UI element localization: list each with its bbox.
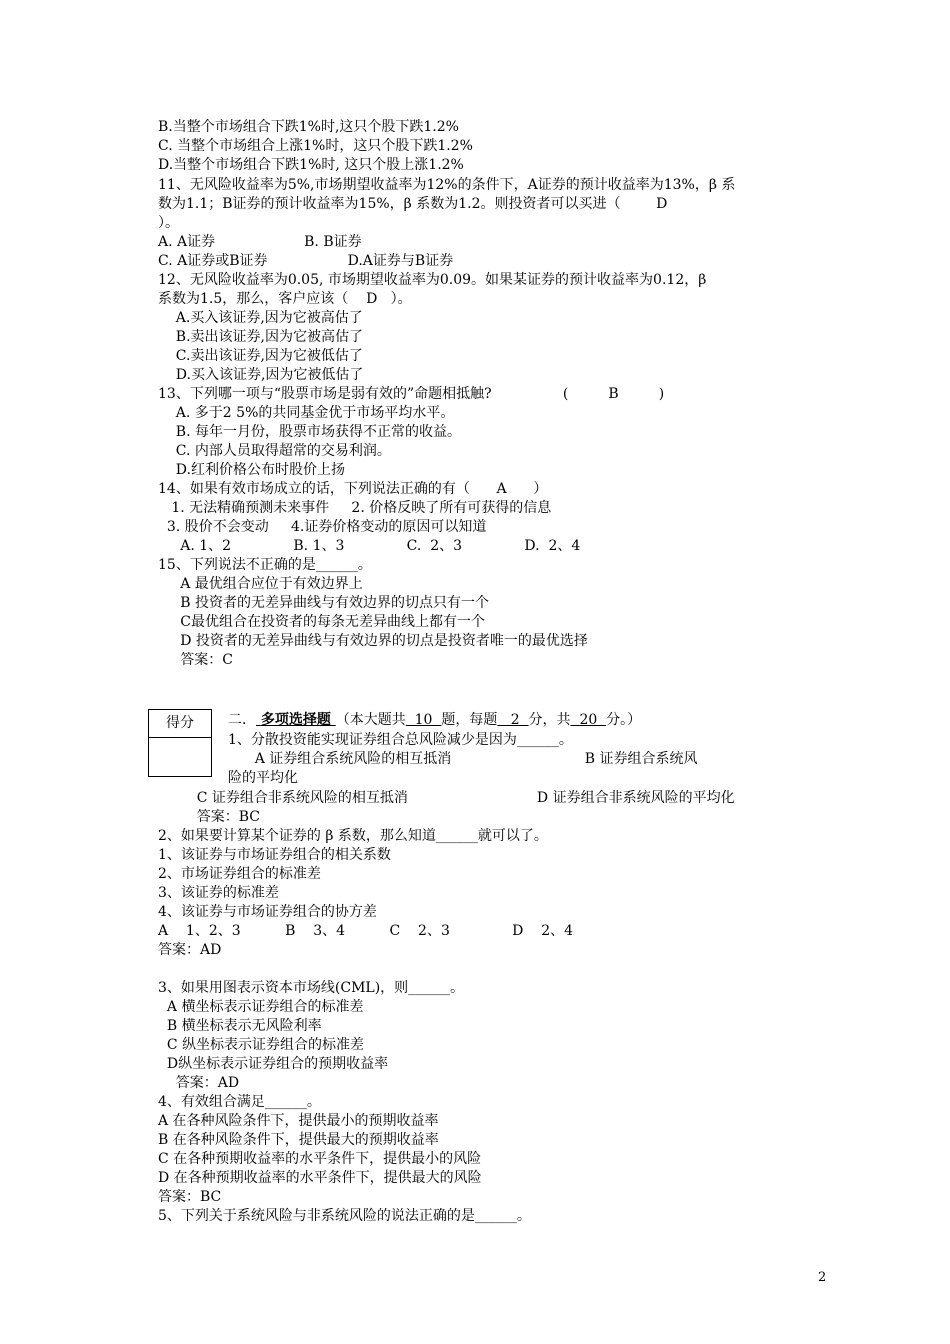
text-line: 15、下列说法不正确的是______。 <box>158 557 372 573</box>
text-line: B.卖出该证券,因为它被高估了 <box>158 329 363 345</box>
section-prefix: 二． <box>228 712 256 728</box>
text-line: C 证券组合非系统风险的相互抵消 D 证券组合非系统风险的平均化 <box>170 790 735 806</box>
text-line: 答案：BC <box>158 1189 222 1205</box>
text-line: 答案：AD <box>158 1075 240 1091</box>
text-line: 4、有效组合满足______。 <box>158 1094 321 1110</box>
text-line: 答案：BC <box>170 809 260 825</box>
text-line: A 最优组合应位于有效边界上 <box>158 576 363 592</box>
text-line: C. 当整个市场组合上涨1%时，这只个股下跌1.2% <box>158 138 473 154</box>
section-text: 题，每题 <box>441 712 498 728</box>
text-line: C. A证券或B证券 D.A证券与B证券 <box>158 253 454 269</box>
text-line: D.红利价格公布时股价上扬 <box>158 462 345 478</box>
text-line: C. 内部人员取得超常的交易利润。 <box>158 443 391 459</box>
text-line: D.当整个市场组合下跌1%时, 这只个股上涨1.2% <box>158 157 464 173</box>
text-line: 1、该证券与市场证券组合的相关系数 <box>158 847 391 863</box>
section-heading <box>228 711 641 730</box>
question-count: 10 <box>405 712 442 728</box>
text-line: 3、该证券的标准差 <box>158 885 279 901</box>
text-line: C最优组合在投资者的每条无差异曲线上都有一个 <box>158 614 485 630</box>
text-line: A. A证券 B. B证券 <box>158 234 362 250</box>
points-per-question: 2 <box>497 712 529 728</box>
text-line: 1. 无法精确预测未来事件 2. 价格反映了所有可获得的信息 <box>158 500 552 516</box>
text-line: 险的平均化 <box>228 770 298 786</box>
text-line: A. 1、2 B. 1、3 C. 2、3 D. 2、4 <box>158 538 581 554</box>
text-line: A 1、2、3 B 3、4 C 2、3 D 2、4 <box>158 923 574 939</box>
text-line: 2、市场证券组合的标准差 <box>158 866 321 882</box>
text-line: 4、该证券与市场证券组合的协方差 <box>158 904 377 920</box>
text-line: C 在各种预期收益率的水平条件下，提供最小的风险 <box>158 1151 482 1167</box>
text-line: A 横坐标表示证券组合的标准差 <box>158 999 364 1015</box>
text-line: C.卖出该证券,因为它被低估了 <box>158 348 363 364</box>
text-line: A.买入该证券,因为它被高估了 <box>158 310 363 326</box>
text-line: B 投资者的无差异曲线与有效边界的切点只有一个 <box>158 595 489 611</box>
text-line: 系数为1.5，那么，客户应该（ D ）。 <box>158 291 412 307</box>
text-line: ）。 <box>158 215 179 231</box>
text-line: D纵坐标表示证券组合的预期收益率 <box>158 1056 389 1072</box>
text-line: 13、下列哪一项与“股票市场是弱有效的”命题相抵触? ( B ) <box>158 386 665 402</box>
score-label: 得分 <box>149 710 211 738</box>
text-line: 数为1.1；B证券的预计收益率为15%，β 系数为1.2。则投资者可以买进（ D <box>158 196 668 212</box>
total-points: 20 <box>570 712 607 728</box>
score-box <box>148 709 212 777</box>
text-line: B. 每年一月份，股票市场获得不正常的收益。 <box>158 424 461 440</box>
text-line: 3、如果用图表示资本市场线(CML)，则______。 <box>158 980 465 996</box>
text-line: B 横坐标表示无风险利率 <box>158 1018 322 1034</box>
text-line: 1、分散投资能实现证券组合总风险减少是因为______。 <box>228 732 573 748</box>
text-line: 12、无风险收益率为0.05, 市场期望收益率为0.09。如果某证券的预计收益率为0.12，β <box>158 272 707 288</box>
text-line: 14、如果有效市场成立的话，下列说法正确的有（ A ） <box>158 481 548 497</box>
text-line: 答案：C <box>158 652 233 668</box>
text-line: 11、无风险收益率为5%,市场期望收益率为12%的条件下，A证券的预计收益率为13%，β 系 <box>158 177 736 193</box>
section-text: 分。） <box>606 712 642 728</box>
text-line: 5、下列关于系统风险与非系统风险的说法正确的是______。 <box>158 1208 531 1224</box>
text-line: D 在各种预期收益率的水平条件下，提供最大的风险 <box>158 1170 482 1186</box>
section-text: 分，共 <box>528 712 571 728</box>
text-line: C 纵坐标表示证券组合的标准差 <box>158 1037 365 1053</box>
section-text: （本大题共 <box>335 712 406 728</box>
text-line: A 证券组合系统风险的相互抵消 B 证券组合系统风 <box>228 751 698 767</box>
text-line: B.当整个市场组合下跌1%时,这只个股下跌1.2% <box>158 119 459 135</box>
text-line: D.买入该证券,因为它被低估了 <box>158 367 364 383</box>
text-line: A. 多于2 5%的共同基金优于市场平均水平。 <box>158 405 455 421</box>
text-line: B 在各种风险条件下，提供最大的预期收益率 <box>158 1132 439 1148</box>
section-name: 多项选择题 <box>256 712 336 728</box>
text-line: 2、如果要计算某个证券的 β 系数，那么知道______就可以了。 <box>158 828 548 844</box>
text-line: D 投资者的无差异曲线与有效边界的切点是投资者唯一的最优选择 <box>158 633 588 649</box>
text-line: A 在各种风险条件下，提供最小的预期收益率 <box>158 1113 439 1129</box>
page-number: 2 <box>818 1270 827 1285</box>
text-line: 3. 股价不会变动 4.证券价格变动的原因可以知道 <box>158 519 487 535</box>
text-line: 答案：AD <box>158 942 222 958</box>
